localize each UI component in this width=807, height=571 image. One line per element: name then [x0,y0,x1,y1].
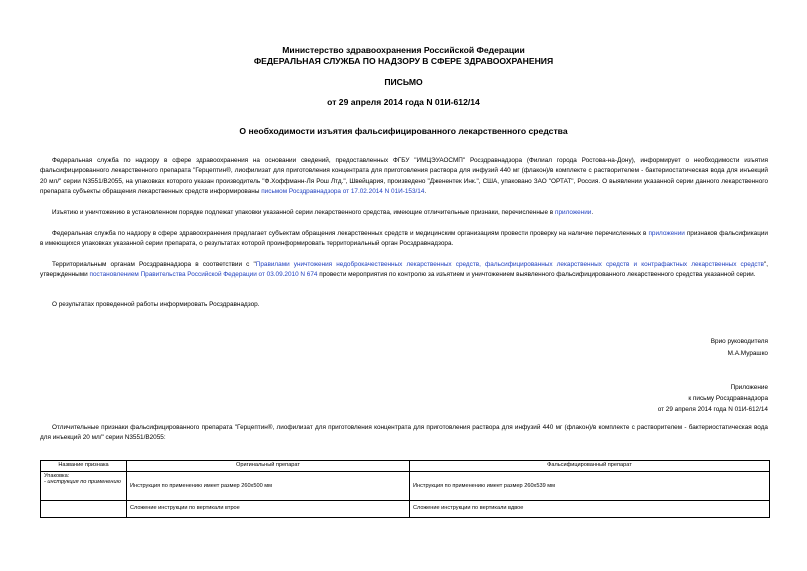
rules-link[interactable]: Правилами уничтожения недоброкачественных лекарственных средств, фальсифицированных лекарственных средств и контрафактных лекарственных средств [255,261,764,268]
table-row [41,472,770,501]
table-cell-feature [41,472,127,501]
service-name: ФЕДЕРАЛЬНАЯ СЛУЖБА ПО НАДЗОРУ В СФЕРЕ ЗДРАВООХРАНЕНИЯ [253,56,554,66]
paragraph-3-end: признаков фальсификации в имеющихся упаковках указанной серии препарата, о результатах которой проинформировать территориальный орган Росздравнадзора. [40,230,769,248]
paragraph-3-text: Федеральная служба по надзору в сфере здравоохранения предлагает субъектам обращения лекарственных средств и медицинским организациям провести проверку на наличие перечисленных в [52,230,647,237]
document-title: О необходимости изъятия фальсифицированного лекарственного средства [239,126,568,136]
paragraph-5 [40,300,768,310]
paragraph-4-text: Территориальным органам Росздравнадзора в соответствии с " [52,261,256,268]
feature-label: - инструкция по применению [44,479,121,485]
appendix-ref: к письму Росздравнадзора [688,395,768,402]
table-cell-original: Инструкция по применению имеет размер 260х500 мм [127,472,410,501]
paragraph-2-text: Изъятию и уничтожению в установленном порядке подлежат упаковки указанной серии лекарственного средства, имеющие отличительные признаки, перечисленные в [52,209,554,216]
paragraph-2-end: . [591,209,594,216]
paragraph-4 [40,260,768,281]
resolution-link[interactable]: постановлением Правительства Российской Федерации от 03.09.2010 N 674 [89,271,318,279]
appendix-link-2[interactable]: приложении [648,230,685,237]
feature-group-label: Упаковка: [44,473,70,479]
paragraph-4-end: провести мероприятия по контролю за изъятием и уничтожением выявленного фальсифицированного лекарственного средства указанной серии. [319,271,756,279]
table-cell-falsified: Сложение инструкции по вертикали вдвое [410,501,770,518]
document-date: от 29 апреля 2014 года N 01И-612/14 [327,97,480,107]
signature-name: М.А.Мурашко [727,350,768,357]
table-header-row [41,461,770,472]
appendix-intro-text: Отличительные признаки фальсифицированного препарата "Герцептин®, лиофилизат для приготовления концентрата для приготовления раствора для инфузий 440 мг (флакон)/в комплекте с растворителем - бактериостатическая вода для инъекций 20 мл/" серии N3551/B2055: [40,424,768,442]
paragraph-2 [40,208,768,218]
ministry-name: Министерство здравоохранения Российской Федерации [282,45,525,55]
features-table [40,460,770,518]
table-row [41,501,770,518]
signature-position: Врио руководителя [710,338,768,345]
header-falsified: Фальсифицированный препарат [410,461,770,472]
table-cell-original: Сложение инструкции по вертикали втрое [127,501,410,518]
paragraph-1-end: . [424,188,427,196]
header-feature: Название признака [41,461,127,472]
paragraph-5-text: О результатах проведенной работы информировать Росздравнадзор. [52,301,260,308]
paragraph-1 [40,156,768,198]
header-original: Оригинальный препарат [127,461,410,472]
table-cell-feature [41,501,127,518]
document-type: ПИСЬМО [384,77,423,87]
appendix-link[interactable]: приложении [554,209,592,216]
appendix-date: от 29 апреля 2014 года N 01И-612/14 [657,406,768,413]
appendix-intro [40,423,768,444]
paragraph-4-mid: ", утвержденными [40,261,768,279]
paragraph-1-text: Федеральная служба по надзору в сфере здравоохранения на основании сведений, предоставленных ФГБУ "ИМЦЭУАОСМП" Росздравнадзора (Филиал города Ростова-на-Дону), информирует о необходимости изъятия фальсифицированного лекарственного препарата "Герцептин®, лиофилизат для приготовления концентрата для приготовления раствора для инфузий 440 мг (флакон)/в комплекте с растворителем - бактериостатическая вода для инъекций 20 мл/" серии N3551/B2055, на упаковках которого указан производитель "Ф.Хоффманн-Ля Рош Лтд.", Швейцария, произведено "Дженентек Инк.", США, упаковано ЗАО "ОРТАТ", Россия. О выявлении указанной серии данного лекарственного препарата субъекты обращения лекарственных средств информированы [40,157,768,196]
letter-link[interactable]: письмом Росздравнадзора от 17.02.2014 N 01И-153/14 [261,188,425,196]
table-cell-falsified: Инструкция по применению имеет размер 260х539 мм [410,472,770,501]
paragraph-3 [40,229,768,250]
appendix-label: Приложение [730,384,768,391]
